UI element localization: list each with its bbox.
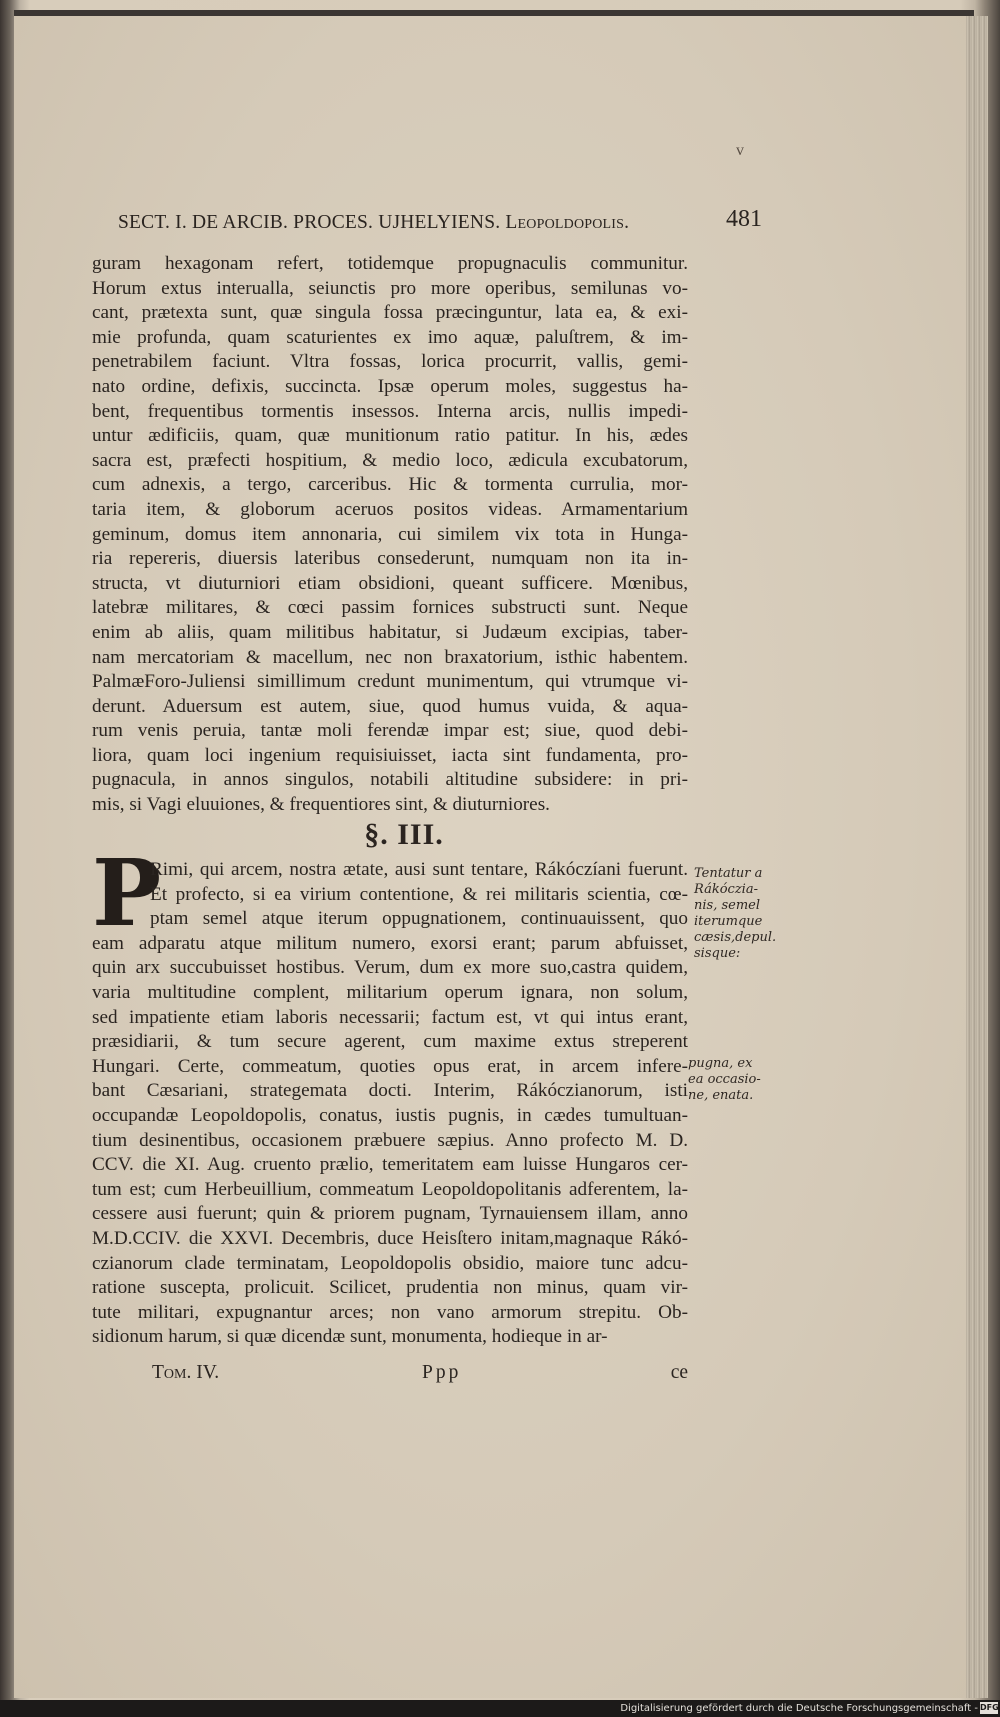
text-line: mis, si Vagi eluuiones, & frequentiores sint, & diuturniores. [92, 794, 550, 816]
text-line: cant, prætexta sunt, quæ singula fossa præcinguntur, lata ea, & exi- [92, 302, 688, 324]
text-line: guram hexagonam refert, totidemque propugnaculis communitur. [92, 253, 688, 274]
margin-note-line: ea occasio- [688, 1072, 761, 1087]
margin-note-line: cæsis,depul. [694, 930, 777, 945]
text-line: nam mercatoriam & macellum, nec non braxatorium, isthic habentem. [92, 646, 688, 668]
text-line: untur ædificiis, quam, quæ munitionum ratio patitur. In his, ædes [92, 425, 688, 447]
text-line: præsidiarii, & tum secure agerent, cum maxime extus streperent [92, 1031, 688, 1053]
page-footer [92, 1362, 688, 1390]
text-line: enim ab aliis, quam militibus habitatur, si Judæum excipias, taber- [92, 621, 688, 643]
text-line: Horum extus interualla, seiunctis pro more operibus, semilunas vo- [92, 277, 688, 299]
running-title: SECT. I. DE ARCIB. PROCES. UJHELYIENS. [118, 212, 501, 233]
text-line: bent, frequentibus tormentis insessos. Interna arcis, nullis impedi- [92, 400, 688, 422]
text-line: rum venis peruia, tantæ moli ferendæ impar est; siue, quod debi- [92, 720, 688, 742]
text-line: czianorum clade terminatam, Leopoldopolis obsidio, maiore tunc adcu- [92, 1252, 688, 1274]
text-line: bant Cæsariani, strategemata docti. Interim, Rákóczianorum, isti [92, 1080, 688, 1102]
margin-note-2 [688, 1056, 778, 1104]
signature-mark: Ppp [422, 1362, 462, 1383]
catchword: ce [670, 1362, 688, 1383]
text-line: mie profunda, quam scaturientes ex imo aquæ, paluſtrem, & im- [92, 326, 688, 348]
text-line: taria item, & globorum aceruos positos videas. Armamentarium [92, 498, 688, 520]
text-line: Hungari. Certe, commeatum, quoties opus erat, in arcem infere- [92, 1055, 688, 1077]
text-line: ptam semel atque iterum oppugnationem, continuauissent, quo [150, 908, 688, 930]
tome-label: Tom. IV. [152, 1362, 220, 1383]
margin-note-line: sisque: [694, 946, 741, 961]
text-line: CCV. die XI. Aug. cruento prælio, temeritatem eam luisse Hungaros cer- [92, 1154, 688, 1176]
paragraph-block-1 [92, 252, 688, 818]
text-line: derunt. Aduersum est autem, siue, quod humus vuida, & aqua- [92, 695, 688, 717]
text-line: tum est; cum Herbeuillium, commeatum Leopoldopolitanis adferentem, la- [92, 1178, 688, 1200]
digitization-credit: Digitalisierung gefördert durch die Deutsche Forschungsgemeinschaft - [620, 1703, 978, 1714]
text-line: pugnacula, in annos singulos, notabili altitudine subsidere: in pri- [92, 769, 688, 791]
page-number: 481 [726, 206, 762, 232]
text-line: cessere ausi fuerunt; quin & priorem pugnam, Tyrnauiensem illam, anno [92, 1203, 688, 1225]
text-line: occupandæ Leopoldopolis, conatus, iustis pugnis, in cædes tumultuan- [92, 1104, 688, 1126]
running-header [118, 212, 778, 234]
section-heading: §. III. [364, 818, 444, 851]
text-line: penetrabilem faciunt. Vltra fossas, lorica procurrit, vallis, gemi- [92, 351, 688, 373]
margin-note-line: Tentatur a [694, 866, 763, 881]
text-line: latebræ militares, & cœci passim fornices substructi sunt. Neque [92, 597, 688, 619]
text-line: ratione suscepta, prolicuit. Scilicet, prudentia non minus, quam vir- [92, 1277, 688, 1299]
text-line: Rimi, qui arcem, nostra ætate, ausi sunt tentare, Rákóczíani fuerunt. [150, 859, 688, 880]
text-line: ria repereris, diuersis lateribus consederunt, numquam non ita in- [92, 548, 688, 570]
text-line: sed impatiente etiam laboris necessarii; factum est, vt qui intus erant, [92, 1006, 688, 1028]
margin-note-line: pugna, ex [688, 1056, 753, 1071]
margin-note-line: Rákóczia- [694, 882, 758, 897]
drop-cap: P [92, 839, 162, 947]
page-stack-edge [966, 16, 988, 1698]
text-line: tium desinentibus, occasionem præbuere sæpius. Anno profecto M. D. [92, 1129, 688, 1151]
margin-note-line: iterumque [694, 914, 763, 929]
text-line: cum adnexis, a tergo, carceribus. Hic & tormenta currulia, mor- [92, 474, 688, 496]
text-line: Et profecto, si ea virium contentione, & rei militaris scientia, cœ- [150, 883, 688, 905]
text-line: geminum, domus item annonaria, cui similem vix tota in Hunga- [92, 523, 688, 545]
running-title-smallcaps: Leopoldopolis. [505, 212, 630, 233]
paragraph-block-2 [92, 858, 688, 1350]
text-line: quin arx succubuisset hostibus. Verum, dum ex more suo,castra quidem, [92, 957, 688, 979]
text-line: M.D.CCIV. die XXVI. Decembris, duce Heisſtero initam,magnaque Rákó- [92, 1227, 688, 1249]
margin-note-1 [694, 866, 784, 962]
margin-note-line: ne, enata. [688, 1088, 754, 1103]
text-line: liora, quam loci ingenium requisiuisset, iacta sint fundamenta, pro- [92, 744, 688, 766]
text-line: nato ordine, defixis, succincta. Ipsæ operum moles, suggestus ha- [92, 375, 688, 397]
text-line: PalmæForo-Juliensi simillimum credunt munimentum, qui vtrumque vi- [92, 671, 688, 693]
text-line: sacra est, præfecti hospitium, & medio loco, ædicula excubatorum, [92, 449, 688, 471]
margin-note-line: nis, semel [694, 898, 761, 913]
text-line: eam adparatu atque militum numero, exorsi erant; parum abfuisset, [92, 932, 688, 954]
text-line: structa, vt diuturniori etiam obsidioni, queant sufficere. Mœnibus, [92, 572, 688, 594]
top-mark: v [736, 142, 744, 159]
text-line: tute militari, expugnantur arces; non vano armorum strepitu. Ob- [92, 1301, 688, 1323]
text-line: varia multitudine complent, militarium operum ignara, non solum, [92, 981, 688, 1003]
text-line: sidionum harum, si quæ dicendæ sunt, monumenta, hodieque in ar- [92, 1326, 608, 1348]
dfg-logo: DFG [980, 1703, 999, 1712]
